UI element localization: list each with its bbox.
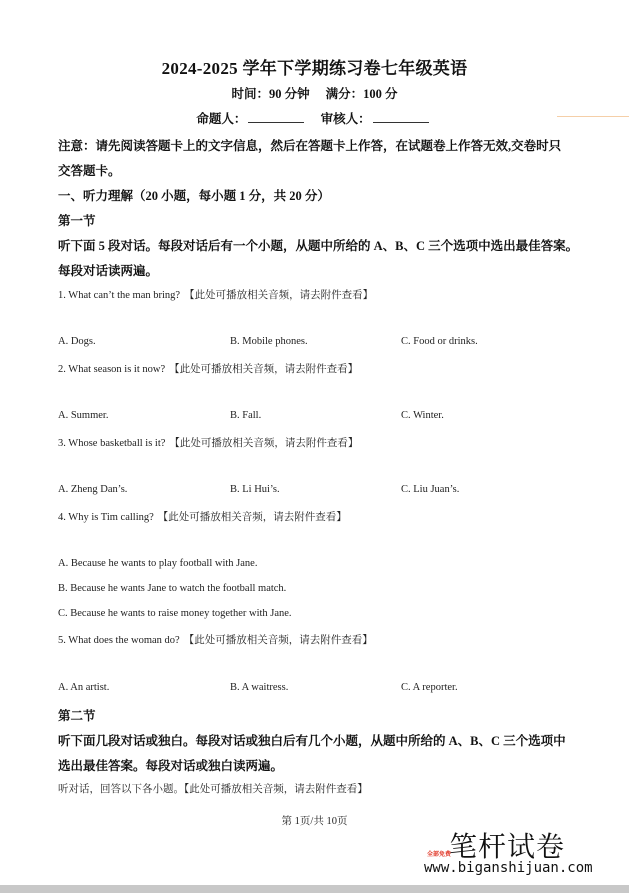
question-1	[58, 287, 373, 302]
q2-option-c: C. Winter.	[401, 410, 444, 421]
question-text: 2. What season is it now?	[58, 364, 166, 375]
question-text: 4. Why is Tim calling?	[58, 512, 154, 523]
q5-option-a: A. An artist.	[58, 682, 110, 693]
part1-heading: 一、听力理解（20 小题，每小题 1 分，共 20 分）	[58, 189, 330, 203]
reviewer-blank	[373, 110, 429, 123]
page-indicator: 第 1页/共 10页	[281, 816, 348, 827]
question-text: 3. Whose basketball is it?	[58, 438, 166, 449]
q1-option-a: A. Dogs.	[58, 336, 96, 347]
notice-line-2: 交答题卡。	[58, 164, 121, 178]
reviewer-label: 审核人：	[320, 112, 371, 126]
author-label: 命题人：	[196, 112, 247, 126]
q1-option-c: C. Food or drinks.	[401, 336, 478, 347]
q2-option-b: B. Fall.	[230, 410, 262, 421]
time-limit: 时间：90 分钟	[231, 87, 310, 101]
section1-label: 第一节	[58, 214, 96, 228]
q5-option-c: C. A reporter.	[401, 682, 458, 693]
author-blank	[248, 110, 304, 123]
question-text: 1. What can’t the man bring?	[58, 290, 181, 301]
author-line	[0, 109, 629, 127]
section2-listen-prompt: 听对话，回答以下各小题。【此处可播放相关音频，请去附件查看】	[58, 784, 368, 795]
section2-label: 第二节	[58, 709, 96, 723]
q4-option-c: C. Because he wants to raise money together with Jane.	[58, 608, 292, 619]
audio-hint: 【此处可播放相关音频，请去附件查看】	[169, 364, 359, 375]
audio-hint: 【此处可播放相关音频，请去附件查看】	[183, 635, 373, 646]
exam-meta	[0, 84, 629, 102]
question-text: 5. What does the woman do?	[58, 635, 180, 646]
q4-option-a: A. Because he wants to play football with Jane.	[58, 558, 258, 569]
q3-option-a: A. Zheng Dan’s.	[58, 484, 128, 495]
watermark-badge: 全部免费	[427, 851, 452, 858]
audio-hint: 【此处可播放相关音频，请去附件查看】	[169, 438, 359, 449]
question-4	[58, 509, 347, 524]
q3-option-c: C. Liu Juan’s.	[401, 484, 460, 495]
question-3	[58, 435, 358, 450]
exam-title: 2024-2025 学年下学期练习卷七年级英语	[161, 59, 468, 78]
section1-instruction-1: 听下面 5 段对话。每段对话后有一个小题，从题中所给的 A、B、C 三个选项中选出最佳答案。	[58, 239, 579, 253]
q1-option-b: B. Mobile phones.	[230, 336, 308, 347]
notice-line-1: 注意：请先阅读答题卡上的文字信息，然后在答题卡上作答，在试题卷上作答无效,交卷时只	[58, 139, 562, 153]
audio-hint: 【此处可播放相关音频，请去附件查看】	[184, 290, 374, 301]
audio-hint: 【此处可播放相关音频，请去附件查看】	[157, 512, 347, 523]
section2-instruction-1: 听下面几段对话或独白。每段对话或独白后有几个小题，从题中所给的 A、B、C 三个选项中	[58, 734, 566, 748]
decorative-rule	[557, 116, 629, 117]
question-5	[58, 632, 373, 647]
q5-option-b: B. A waitress.	[230, 682, 289, 693]
full-score: 满分：100 分	[325, 87, 398, 101]
watermark-brand: 笔杆试卷	[449, 830, 566, 863]
q4-option-b: B. Because he wants Jane to watch the football match.	[58, 583, 287, 594]
q3-option-b: B. Li Hui’s.	[230, 484, 280, 495]
section2-instruction-2: 选出最佳答案。每段对话或独白读两遍。	[58, 759, 284, 773]
question-2	[58, 361, 358, 376]
q2-option-a: A. Summer.	[58, 410, 109, 421]
section1-instruction-2: 每段对话读两遍。	[58, 264, 159, 278]
viewer-bottom-bar	[0, 885, 629, 893]
watermark-url: www.biganshijuan.com	[424, 860, 593, 876]
